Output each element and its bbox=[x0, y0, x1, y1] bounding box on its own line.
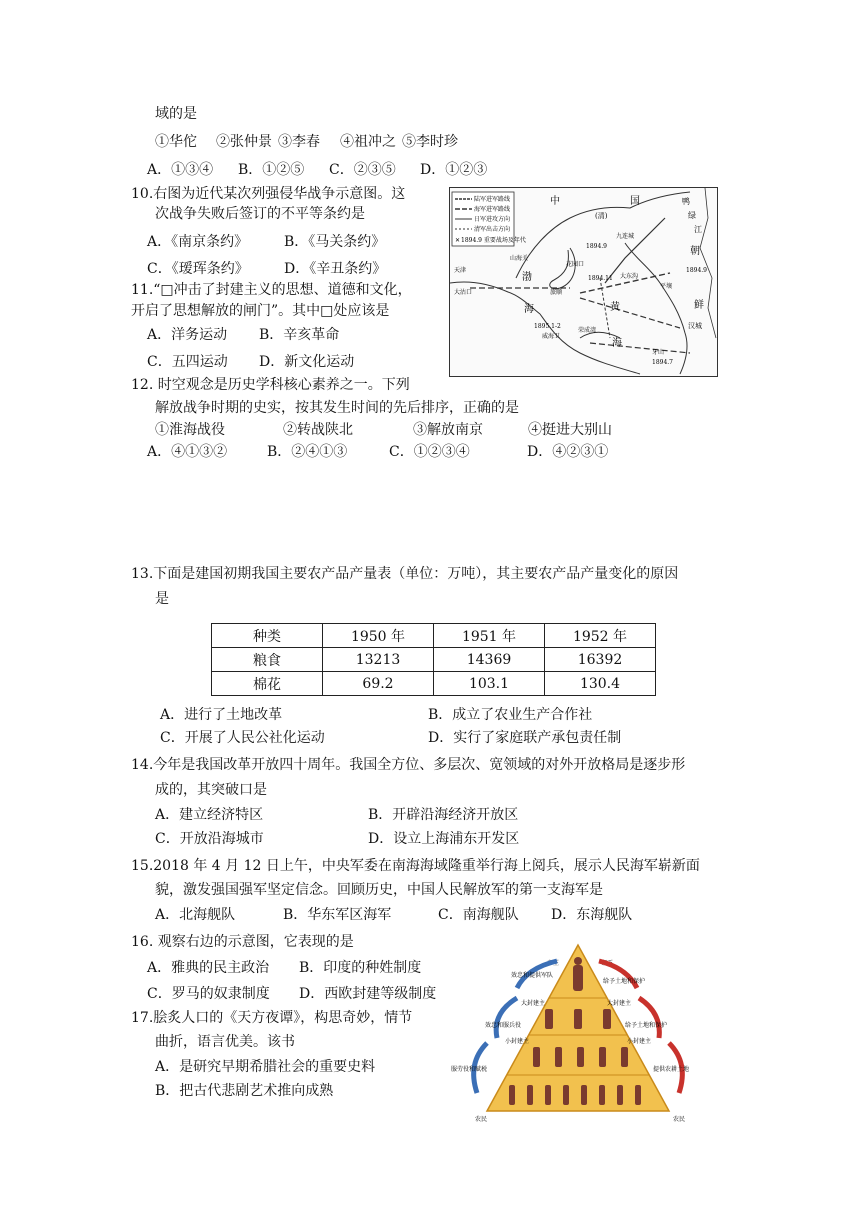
q12-item-4: ④挺进大别山 bbox=[528, 422, 612, 438]
q14-stem-2: 成的，其突破口是 bbox=[155, 782, 267, 798]
q14-options-ab bbox=[155, 805, 518, 825]
legend-text-1: 陆军进军路线 bbox=[474, 196, 511, 203]
map-label-tianjin: 天津 bbox=[454, 267, 467, 274]
map-label-date3: 1894.7 bbox=[652, 359, 673, 366]
q13-options-ab bbox=[160, 705, 592, 725]
map-coast-north bbox=[516, 192, 690, 278]
q14-options-cd bbox=[155, 829, 519, 849]
q12-answer-c: C．①②③④ bbox=[389, 444, 470, 460]
left-label-king: 帝王 bbox=[547, 960, 560, 967]
figure-knight-5 bbox=[621, 1047, 628, 1067]
map-label-dadonggou: 大东沟 bbox=[620, 273, 639, 280]
table-cell: 103.1 bbox=[434, 672, 545, 696]
map-label-zhong: 中 bbox=[550, 196, 560, 207]
q15-answer-c: C．南海舰队 bbox=[438, 907, 519, 923]
q16-option-c: C．罗马的奴隶制度 bbox=[147, 986, 270, 1002]
left-arrow-2 bbox=[496, 998, 517, 1038]
q11-option-c: C．五四运动 bbox=[147, 354, 228, 370]
q10-stem-1: 10.右图为近代某次列强侵华战争示意图。这 bbox=[131, 186, 406, 202]
q11-options-cd bbox=[147, 352, 354, 372]
legend-text-5: 1894.9 重要战场及年代 bbox=[461, 237, 526, 244]
q11-option-a: A．洋务运动 bbox=[147, 327, 228, 343]
left-caption-2: 效忠和服兵役 bbox=[485, 1022, 522, 1029]
map-label-hai2: 海 bbox=[612, 338, 622, 349]
q12-answer-a: A．④①③② bbox=[147, 444, 228, 460]
left-caption-3: 服劳役和赋税 bbox=[451, 1066, 488, 1073]
table-header-cell: 种类 bbox=[212, 624, 323, 648]
map-label-pingrang: 平壤 bbox=[660, 283, 673, 290]
figure-peasant-1 bbox=[509, 1085, 515, 1105]
figure-lord-2 bbox=[574, 1009, 582, 1029]
right-arrow-2 bbox=[639, 998, 659, 1038]
right-label-king: 帝王 bbox=[601, 960, 614, 967]
q13-options-cd bbox=[160, 728, 621, 748]
q9-option-1: ①华佗 bbox=[155, 134, 197, 150]
map-label-hai1: 海 bbox=[524, 304, 534, 315]
map-label-date5: 1894.11 bbox=[588, 275, 613, 282]
figure-peasant-2 bbox=[527, 1085, 533, 1105]
q13-option-d: D．实行了家庭联产承包责任制 bbox=[428, 730, 622, 746]
table-cell: 粮食 bbox=[212, 648, 323, 672]
map-label-jiuliancheng: 九连城 bbox=[616, 233, 635, 240]
map-label-yashan: 牙山 bbox=[652, 349, 665, 356]
q17-stem-2: 曲折，语言优美。该书 bbox=[155, 1034, 295, 1050]
figure-knight-3 bbox=[577, 1047, 584, 1067]
map-label-weihaiwei: 威海卫 bbox=[542, 333, 561, 340]
map-label-date2: 1894.9 bbox=[586, 243, 607, 250]
q16-options-cd bbox=[147, 984, 436, 1004]
legend-text-2: 海军进军路线 bbox=[474, 206, 511, 213]
left-label-lord: 大封建主 bbox=[521, 1000, 546, 1007]
q16-option-a: A．雅典的民主政治 bbox=[147, 960, 270, 976]
q12-answers bbox=[147, 442, 608, 462]
map-label-date1: 1894.9 bbox=[686, 267, 707, 274]
q14-option-b: B．开辟沿海经济开放区 bbox=[368, 807, 519, 823]
q12-answer-b: B．②④①③ bbox=[267, 444, 348, 460]
q13-option-b: B．成立了农业生产合作社 bbox=[428, 707, 593, 723]
right-caption-1: 给予土地和保护 bbox=[603, 978, 646, 985]
q9-answer-c: C．②③⑤ bbox=[329, 162, 396, 178]
figure-peasant-5 bbox=[581, 1085, 587, 1105]
q11-stem-2: 开启了思想解放的闸门”。其中□处应该是 bbox=[131, 303, 390, 319]
q11-option-d: D．新文化运动 bbox=[259, 354, 355, 370]
q10-options-cd bbox=[147, 259, 386, 279]
q12-stem-1: 12. 时空观念是历史学科核心素养之一。下列 bbox=[131, 377, 410, 393]
q9-text-tail: 域的是 bbox=[155, 106, 197, 122]
figure-knight-4 bbox=[599, 1047, 606, 1067]
right-caption-2: 给予土地和保护 bbox=[625, 1022, 668, 1029]
q12-answer-d: D．④②③① bbox=[527, 444, 609, 460]
q15-stem-2: 貌，激发强国强军坚定信念。回顾历史，中国人民解放军的第一支海军是 bbox=[155, 882, 603, 898]
map-liaodong bbox=[550, 248, 575, 289]
q12-item-1: ①淮海战役 bbox=[155, 422, 225, 438]
table-cell: 69.2 bbox=[323, 672, 434, 696]
left-label-knight: 小封建主 bbox=[505, 1038, 530, 1045]
map-label-dagukou: 大沽口 bbox=[454, 289, 473, 296]
right-caption-3: 提供农耕土地 bbox=[653, 1066, 690, 1073]
q14-option-a: A．建立经济特区 bbox=[155, 807, 264, 823]
map-label-ya: 鸭 bbox=[682, 197, 690, 206]
q16-stem: 16. 观察右边的示意图，它表现的是 bbox=[131, 934, 354, 950]
q9-options bbox=[155, 132, 458, 152]
q10-option-c: C．《瑷珲条约》 bbox=[147, 261, 249, 277]
legend-text-4: 清军出击方向 bbox=[474, 226, 511, 233]
table-cell: 16392 bbox=[545, 648, 656, 672]
legend-battle-mark: ✕ bbox=[455, 237, 461, 244]
figure-peasant-3 bbox=[545, 1085, 551, 1105]
table-cell: 14369 bbox=[434, 648, 545, 672]
figure-peasant-4 bbox=[563, 1085, 569, 1105]
table-cell: 13213 bbox=[323, 648, 434, 672]
map-label-shanhaiguan: 山海关 bbox=[510, 255, 529, 262]
legend-text-3: 日军进攻方向 bbox=[474, 216, 511, 223]
right-label-lord: 大封建主 bbox=[607, 1000, 632, 1007]
production-table bbox=[211, 623, 656, 696]
map-label-xian: 鲜 bbox=[694, 300, 704, 311]
q15-answers bbox=[155, 905, 632, 925]
map-label-qing: (清) bbox=[595, 212, 608, 220]
q10-option-b: B．《马关条约》 bbox=[284, 234, 386, 250]
q13-option-c: C．开展了人民公社化运动 bbox=[160, 730, 325, 746]
left-caption-1: 效忠和提供军队 bbox=[511, 972, 554, 979]
q15-answer-d: D．东海舰队 bbox=[551, 907, 633, 923]
q12-item-3: ③解放南京 bbox=[413, 422, 483, 438]
q10-stem-2: 次战争失败后签订的不平等条约是 bbox=[155, 206, 365, 222]
q9-option-2: ②张仲景 bbox=[216, 134, 272, 150]
figure-lord-3 bbox=[603, 1009, 611, 1029]
q14-stem-1: 14.今年是我国改革开放四十周年。我国全方位、多层次、宽领域的对外开放格局是逐步形 bbox=[131, 757, 686, 773]
figure-knight-1 bbox=[533, 1047, 540, 1067]
map-label-date4: 1895.1-2 bbox=[534, 323, 561, 330]
q17-option-a: A．是研究早期希腊社会的重要史料 bbox=[155, 1059, 376, 1075]
q9-option-4: ④祖冲之 bbox=[340, 134, 396, 150]
q12-stem-2: 解放战争时期的史实，按其发生时间的先后排序，正确的是 bbox=[155, 400, 519, 416]
table-row bbox=[212, 648, 656, 672]
map-korea-east bbox=[700, 188, 716, 338]
table-cell: 棉花 bbox=[212, 672, 323, 696]
map-label-chao: 朝 bbox=[690, 246, 700, 257]
table-header-cell: 1952 年 bbox=[545, 624, 656, 648]
route-3 bbox=[580, 298, 680, 328]
figure-knight-2 bbox=[555, 1047, 562, 1067]
figure-peasant-8 bbox=[635, 1085, 641, 1105]
q13-stem-2: 是 bbox=[155, 591, 169, 607]
q15-stem-1: 15.2018 年 4 月 12 日上午，中央军委在南海海域隆重举行海上阅兵，展示人民海军崭新面 bbox=[131, 858, 700, 874]
q12-items bbox=[155, 420, 612, 440]
q16-option-b: B．印度的种姓制度 bbox=[299, 960, 422, 976]
q16-options-ab bbox=[147, 958, 421, 978]
q17-stem-1: 17.脍炙人口的《天方夜谭》，构思奇妙，情节 bbox=[131, 1010, 413, 1026]
q13-option-a: A．进行了土地改革 bbox=[160, 707, 283, 723]
q10-option-d: D．《辛丑条约》 bbox=[284, 261, 387, 277]
war-map-svg bbox=[450, 188, 717, 376]
q9-answers bbox=[147, 160, 487, 180]
q11-option-b: B．辛亥革命 bbox=[259, 327, 340, 343]
q10-options-ab bbox=[147, 232, 385, 252]
map-label-jiang: 江 bbox=[694, 225, 702, 234]
right-label-knight: 小封建主 bbox=[627, 1038, 652, 1045]
q12-item-2: ②转战陕北 bbox=[283, 422, 353, 438]
war-map-figure bbox=[449, 187, 718, 377]
q11-options-ab bbox=[147, 325, 339, 345]
table-row bbox=[212, 672, 656, 696]
map-label-huang: 黄 bbox=[610, 302, 620, 313]
map-label-bo: 渤 bbox=[522, 272, 532, 283]
figure-king-head bbox=[574, 957, 582, 965]
table-header-cell: 1951 年 bbox=[434, 624, 545, 648]
q14-option-d: D．设立上海浦东开发区 bbox=[368, 831, 520, 847]
figure-peasant-7 bbox=[617, 1085, 623, 1105]
left-label-peasant: 农民 bbox=[475, 1116, 488, 1123]
q15-answer-a: A．北海舰队 bbox=[155, 907, 236, 923]
q14-option-c: C．开放沿海城市 bbox=[155, 831, 264, 847]
figure-lord-1 bbox=[545, 1009, 553, 1029]
q11-stem-1: 11.“□冲击了封建主义的思想、道德和文化， bbox=[131, 282, 412, 298]
q10-option-a: A．《南京条约》 bbox=[147, 234, 249, 250]
figure-peasant-6 bbox=[599, 1085, 605, 1105]
q9-answer-b: B．①②⑤ bbox=[238, 162, 305, 178]
right-label-peasant: 农民 bbox=[673, 1116, 686, 1123]
q9-option-3: ③李春 bbox=[278, 134, 320, 150]
q15-answer-b: B．华东军区海军 bbox=[283, 907, 392, 923]
feudal-pyramid-svg bbox=[447, 943, 709, 1123]
route-4 bbox=[590, 343, 690, 353]
table-cell: 130.4 bbox=[545, 672, 656, 696]
q9-answer-a: A．①③④ bbox=[147, 162, 214, 178]
q16-option-d: D．西欧封建等级制度 bbox=[299, 986, 437, 1002]
map-label-guo: 国 bbox=[630, 196, 640, 207]
feudal-pyramid-figure bbox=[447, 943, 709, 1123]
map-label-rongchengwan: 荣成湾 bbox=[578, 327, 597, 334]
map-label-huayuankou: 花园口 bbox=[566, 261, 585, 268]
map-label-hancheng: 汉城 bbox=[688, 322, 702, 330]
table-header-cell: 1950 年 bbox=[323, 624, 434, 648]
table-header-row bbox=[212, 624, 656, 648]
figure-king bbox=[573, 965, 583, 991]
map-label-lu: 绿 bbox=[688, 211, 696, 220]
map-label-lushun: 旅顺 bbox=[550, 289, 563, 296]
q13-stem-1: 13.下面是建国初期我国主要农产品产量表（单位：万吨），其主要农产品产量变化的原因 bbox=[131, 566, 679, 582]
q17-option-b: B．把古代悲剧艺术推向成熟 bbox=[155, 1083, 334, 1099]
q9-option-5: ⑤李时珍 bbox=[402, 134, 458, 150]
q9-answer-d: D．①②③ bbox=[420, 162, 488, 178]
